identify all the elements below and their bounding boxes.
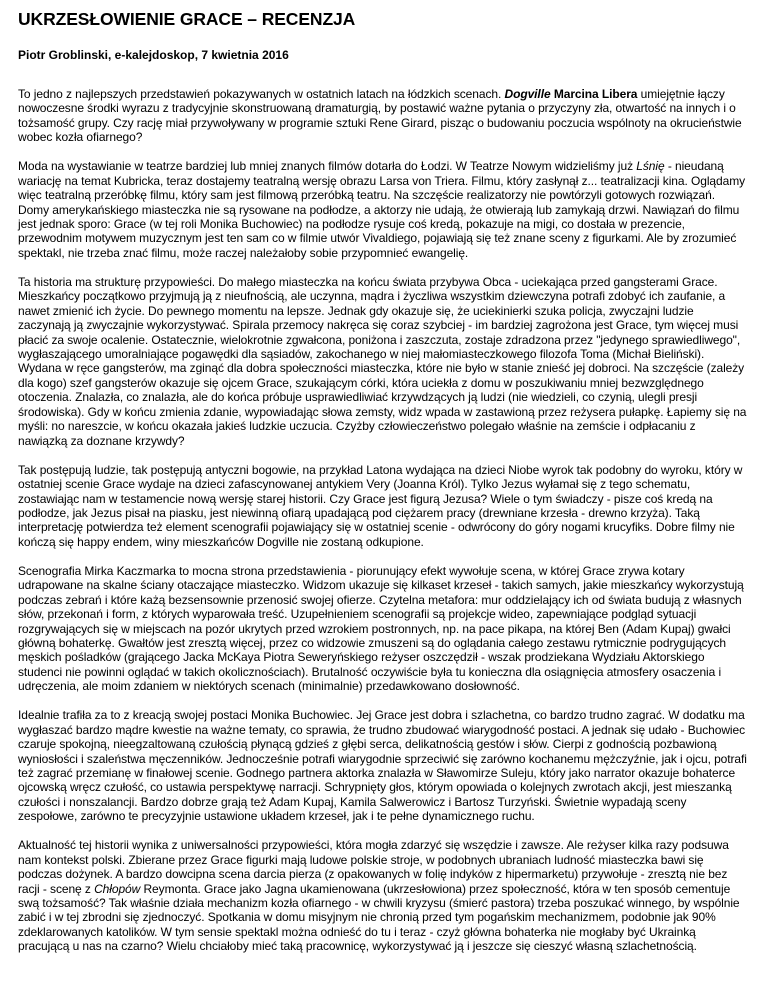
director-name: Marcina Libera [553,87,638,101]
book-title: Chłopów [94,881,141,896]
paragraph-4: Tak postępują ludzie, tak postępują antyczni bogowie, na przykład Latona wydająca na dzieci Niobe wyrok tak podobny do wyroku, który w ostatniej scenie Grace wydaje na dzieci zafascynowanej antykiem Very (Joanna Król). Tylko Jezus wyłamał się z tego schematu, zostawiając nam w testamencie nową wersję starej historii. Czy Grace jest figurą Jezusa? Wiele o tym świadczy - pisze coś kredą na podłodze, jak Jezus pisał na piasku, jest niewinną ofiarą upadającą pod ciężarem pracy (drewniane krzesła - drewno krzyża). Taką interpretację potwierdza też element scenografii pojawiający się w ostatniej scenie - odwrócony do góry nogami krucyfiks. Dobre filmy nie kończą się happy endem, winy mieszkańców Dogville nie zostaną odkupione. [18,462,743,549]
play-title: Dogville [504,87,551,101]
paragraph-3: Ta historia ma strukturę przypowieści. Do małego miasteczka na końcu świata przybywa Obca - uciekająca przed gangsterami Grace. Mieszkańcy początkowo przyjmują ją z nieufnością, ale uczynna, mądra i życzliwa wszystkim dziewczyna potrafi zdobyć ich zaufanie, a nawet zmienić ich życie. Do pewnego momentu na lepsze. Jednak gdy okazuje się, że uciekinierki szuka policja, zwyczajni ludzie zaczynają ją zwyczajnie wykorzystywać. Spirala przemocy nakręca się coraz szybciej - im bardziej zagrożona jest Grace, tym więcej musi płacić za swoje ocalenie. Ostatecznie, wielokrotnie zgwałcona, poniżona i zaszczuta, zostaje zdradzona przez "jedynego sprawiedliwego", wygłaszającego umoralniające pogawędki dla sąsiadów, zakochanego w niej małomiasteczkowego filozofa Toma (Michał Bieliński). Wydana w ręce gangsterów, ma zginąć dla dobra społeczności miasteczka, które nie było w stanie znieść jej dobroci. Na szczęście (zależy dla kogo) szef gangsterów okazuje się ojcem Grace, szukającym córki, która uciekła z domu w poszukiwaniu mniej bezwzględnego otoczenia. Znalazła, co znalazła, ale do końca próbuje usprawiedliwiać krzywdzących ją ludzi (nie wiedzieli, co czynią, ulegli presji środowiska). Gdy w końcu zmienia zdanie, wypowiadając słowa zemsty, widz wpada w zastawioną przez reżysera pułapkę. Łapiemy się na myśli: no nareszcie, w końcu okazała jakieś ludzkie uczucia. Czyżby człowieczeństwo polegało właśnie na zemście i odpłacaniu z nawiązką za doznane krzywdy? [18,274,747,448]
paragraph-2 [18,159,748,260]
paragraph-5: Scenografia Mirka Kaczmarka to mocna strona przedstawienia - piorunujący efekt wywołuje scena, w której Grace zrywa kotary udrapowane na skalne ściany otaczające miasteczko. Widzom ukazuje się kilkaset krzeseł - takich samych, jakie mieszkańcy wykorzystują podczas zebrań i które każą bezsensownie przenosić swojej ofierze. Czytelna metafora: mur oddzielający ich od świata budują z własnych słów, przekonań i form, z których wyparowała treść. Uzupełnieniem scenografii są projekcje wideo, zapewniające podgląd sytuacji rozgrywających się w miejscach na pozór ukrytych przed wzrokiem postronnych, np. na pace pikapa, na której Ben (Adam Kupaj) gwałci główną bohaterkę. Gwałtów jest zresztą więcej, przez co widzowie zmuszeni są do oglądania całego zestawu rytmicznie podrygujących męskich pośladków (grającego Jacka McKaya Piotra Seweryńskiego reżyser oszczędził - wszak prodziekana Wydziału Aktorskiego studenci nie powinni oglądać w takich okolicznościach). Brutalność oczywiście była tu konieczna dla osiągnięcia atmosfery osaczenia i udręczenia, ale moim zdaniem w niektórych scenach (minimalnie) przedawkowano dosłowność. [18,563,744,694]
paragraph-7 [18,838,748,954]
paragraph-1 [18,87,748,145]
paragraph-7-text-b: Reymonta. Grace jako Jagna ukamienowana (ukrzesłowiona) przez społeczność, która w ten sposób cementuje swą tożsamość? Tak właśnie działa mechanizm kozła ofiarnego - w chwili kryzysu (śmierć pastora) trzeba poszukać winnego, by wspólnie zabić i w tej zbrodni się zjednoczyć. Spotkania w domu misyjnym nie chronią przed tym pogańskim mechanizmem, podobnie jak 90% zdeklarowanych katolików. W tym sensie spektakl można odnieść do tu i teraz - czyż główna bohaterka nie mogłaby być Ukrainką pracującą u nas na czarno? Wielu chciałoby mieć taką pracownicę, wykorzystywać ją i jeszcze się cieszyć własną szlachetnością. [18,881,740,954]
paragraph-1-text-a: To jedno z najlepszych przedstawień pokazywanych w ostatnich latach na łódzkich scenach. [18,87,505,101]
byline: Piotr Groblinski, e-kalejdoskop, 7 kwietnia 2016 [18,48,289,62]
paragraph-2-text-b: - nieudaną wariację na temat Kubricka, teraz dostajemy teatralną wersję obrazu Larsa von Triera. Filmu, który zasłynął z... teatralizacji kina. Oglądamy więc teatralną przeróbkę filmu, który sam jest filmową przeróbką teatru. Na szczęście realizatorzy nie powtórzyli gotowych rozwiązań. Domy amerykańskiego miasteczka nie są rysowane na podłodze, a aktorzy nie udają, że otwierają lub zamykają drzwi. Nawiązań do filmu jest jednak sporo: Grace (w tej roli Monika Buchowiec) na podłodze rysuje coś kredą, pokazuje na migi, co dostała w prezencie, przewodnim motywem muzycznym jest ten sam co w filmie utwór Vivaldiego, pojawiają się też znane sceny z figurkami. Ale by zrozumieć spektakl, nie trzeba znać filmu, może raczej należałoby sobie przypomnieć ewangelię. [18,159,746,260]
article-title: UKRZESŁOWIENIE GRACE – RECENZJA [18,9,356,29]
paragraph-1-text-c: umiejętnie łączy nowoczesne środki wyrazu z tradycyjnie skonstruowaną dramaturgią, by postawić ważne pytania o przyczyny zła, otwartość na innych i o tożsamość grupy. Czy rację miał przywoływany w programie sztuki Rene Girard, pisząc o budowaniu poczucia wspólnoty na okrucieństwie wobec kozła ofiarnego? [18,87,742,145]
paragraph-2-text-a: Moda na wystawianie w teatrze bardziej lub mniej znanych filmów dotarła do Łodzi. W Teatrze Nowym widzieliśmy już [18,159,637,174]
paragraph-7-text-a: Aktualność tej historii wynika z uniwersalności przypowieści, która mogła zdarzyć się wszędzie i zawsze. Ale reżyser kilka razy podsuwa nam kontekst polski. Zbierane przez Grace figurki mają ludowe polskie stroje, w podobnych ubraniach ludność miasteczka bawi się podczas dożynek. A bardzo dowcipna scena darcia pierza (z opakowanych w folię indyków z hipermarketu) przywołuje - zresztą nie bez racji - scenę z [18,838,729,896]
article-body [18,87,748,954]
paragraph-6: Idealnie trafiła za to z kreacją swojej postaci Monika Buchowiec. Jej Grace jest dobra i szlachetna, co bardzo trudno zagrać. W dodatku ma wygłaszać bardzo mądre kwestie na ważne tematy, co sprawia, że trudno zbudować wiarygodność postaci. A jednak się udało - Buchowiec czaruje spokojną, nieegzaltowaną czułością płynącą gdzieś z głębi serca, delikatnością gestów i słów. Cierpi z godnością pozbawioną wyniosłości i szaleństwa męczenników. Jednocześnie potrafi wiarygodnie sprzeciwić się zarówno kochanemu mężczyźnie, jak i ojcu, potrafi też zagrać przemianę w finałowej scenie. Godnego partnera aktorka znalazła w Sławomirze Suleju, który jako narrator okazuje bohaterce ojcowską wręcz czułość, co ustawia perspektywę narracji. Schrypnięty głos, którym opowiada o kolejnych zwrotach akcji, jest mieszanką czułości i nonszalancji. Bardzo dobrze grają też Adam Kupaj, Kamila Salwerowicz i Bartosz Turzyński. Świetnie wypadają sceny zespołowe, zarówno te precyzyjnie ustawione układem krzeseł, jak i te pełne dynamicznego ruchu. [18,708,747,824]
film-title: Lśnię [636,159,665,174]
